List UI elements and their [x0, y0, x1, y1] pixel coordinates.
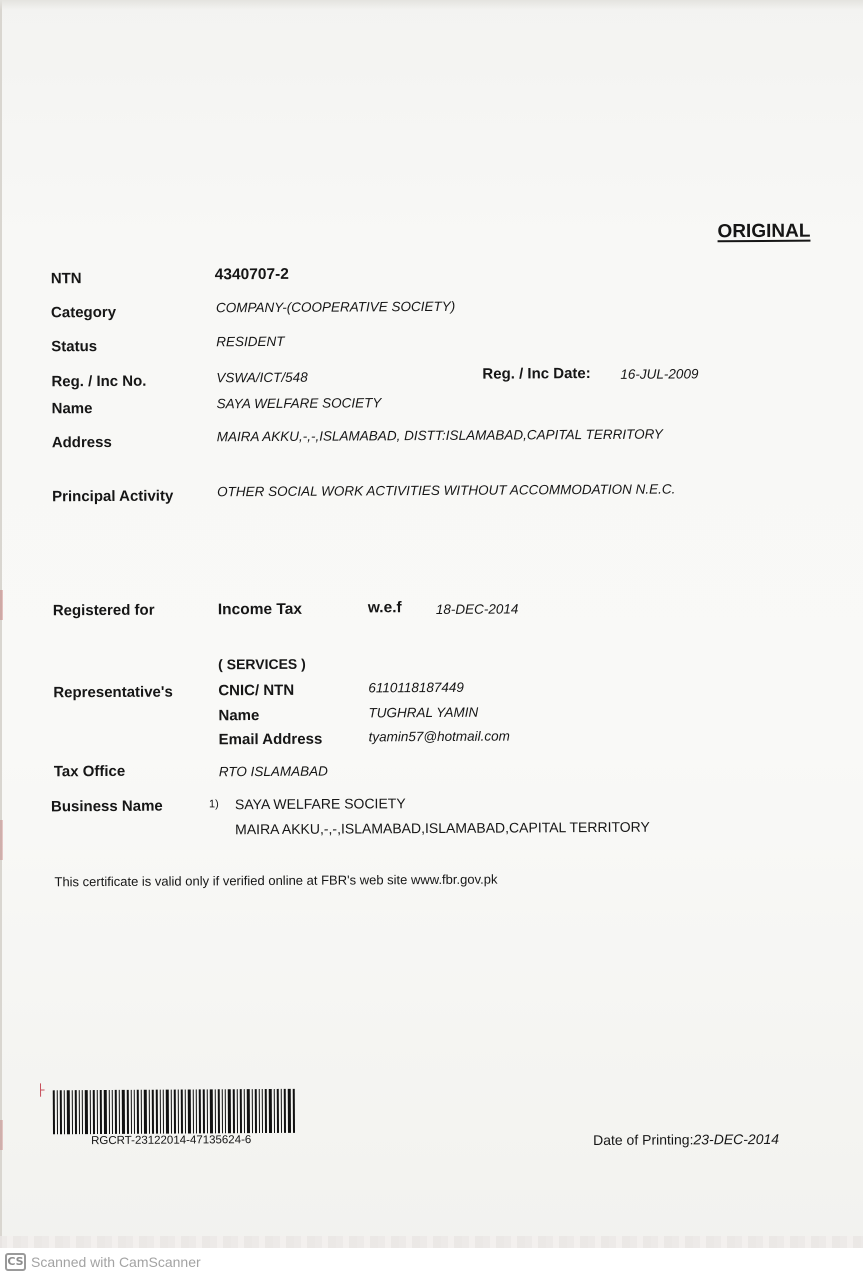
principal-activity-label: Principal Activity	[52, 487, 174, 506]
category-value: COMPANY-(COOPERATIVE SOCIETY)	[215, 298, 456, 316]
wef-date-value: 18-DEC-2014	[435, 601, 519, 617]
rep-name-value: TUGHRAL YAMIN	[368, 704, 479, 721]
ink-mark: ├	[36, 1084, 45, 1097]
rep-name-label: Name	[218, 707, 260, 725]
category-label: Category	[50, 303, 117, 322]
business-index: 1)	[208, 798, 219, 811]
principal-activity-value: OTHER SOCIAL WORK ACTIVITIES WITHOUT ACCOMMODATION N.E.C.	[217, 481, 676, 500]
ntn-label: NTN	[50, 270, 82, 288]
printing-date-value: 23-DEC-2014	[693, 1130, 780, 1148]
business-name-value: SAYA WELFARE SOCIETY	[234, 795, 406, 813]
printing-date	[593, 1131, 779, 1148]
rep-cnic-value: 6110118187449	[368, 679, 464, 696]
status-value: RESIDENT	[216, 333, 285, 350]
rep-cnic-label: CNIC/ NTN	[218, 681, 295, 700]
business-address-value: MAIRA AKKU,-,-,ISLAMABAD,ISLAMABAD,CAPITAL TERRITORY	[235, 818, 650, 838]
representative-label: Representative's	[53, 683, 173, 702]
tax-office-label: Tax Office	[53, 762, 126, 781]
copy-label: ORIGINAL	[717, 220, 811, 243]
reg-date-value: 16-JUL-2009	[620, 366, 699, 382]
reg-no-value: VSWA/ICT/548	[216, 369, 308, 386]
barcode	[53, 1089, 329, 1135]
address-value: MAIRA AKKU,-,-,ISLAMABAD, DISTT:ISLAMABAD,CAPITAL TERRITORY	[216, 426, 663, 445]
camscanner-logo-icon: CS	[5, 1253, 26, 1271]
ntn-value: 4340707-2	[214, 265, 289, 284]
name-label: Name	[51, 400, 93, 418]
rep-email-value: tyamin57@hotmail.com	[368, 728, 510, 745]
registered-for-label: Registered for	[52, 601, 155, 620]
tax-type-value: Income Tax	[217, 600, 303, 619]
barcode-text: RGCRT-23122014-47135624-6	[91, 1134, 252, 1148]
services-label: ( SERVICES )	[218, 655, 306, 673]
reg-no-label: Reg. / Inc No.	[51, 372, 147, 391]
business-name-label: Business Name	[50, 797, 163, 816]
wef-label: w.e.f	[367, 599, 402, 617]
name-value: SAYA WELFARE SOCIETY	[216, 395, 382, 412]
tax-office-value: RTO ISLAMABAD	[218, 763, 328, 780]
reg-date-label: Reg. / Inc Date:	[482, 365, 591, 383]
address-label: Address	[51, 433, 112, 452]
printing-date-label: Date of Printing:	[593, 1131, 694, 1149]
rep-email-label: Email Address	[218, 730, 323, 749]
camscanner-watermark: Scanned with CamScanner	[31, 1254, 201, 1270]
status-label: Status	[51, 338, 98, 356]
validity-note: This certificate is valid only if verified online at FBR's web site www.fbr.gov.pk	[54, 871, 498, 890]
